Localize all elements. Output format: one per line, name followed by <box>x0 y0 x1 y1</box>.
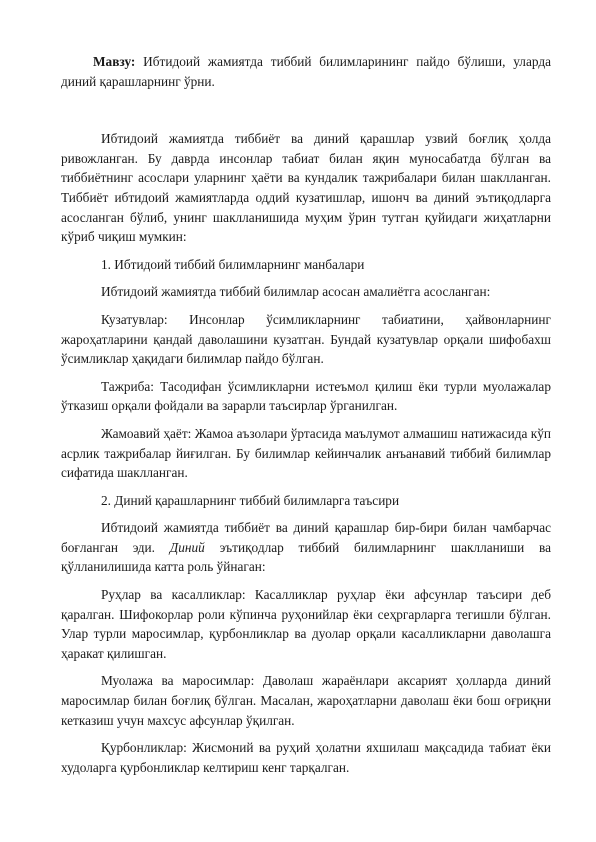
section-1-item-experience: Тажриба: Тасодифан ўсимликларни истеъмол қилиш ёки турли муолажалар ўтказиш орқали фойдали ва зарарли таъсирлар ўрганилган. <box>61 378 551 414</box>
section-2-lead-part1: Ибтидоий жамиятда тиббиёт ва диний қарашлар бир-бири билан чамбарчас боғланган эди. <box>61 520 551 555</box>
section-2-item-sacrifices: Қурбонликлар: Жисмоний ва руҳий ҳолатни яхшилаш мақсадида табиат ёки худоларга қурбонликлар келтириш кенг тарқалган. <box>61 740 551 775</box>
section-1-item-observations: Кузатувлар: Инсонлар ўсимликларнинг табиатини, ҳайвонларнинг жароҳатларини қандай даволашини кузатган. Бундай кузатувлар орқали шифобахш ўсимликлар ҳақидаги билимлар пайдо бўлган. <box>61 311 551 367</box>
section-1-heading: 1. Ибтидоий тиббий билимларнинг манбалари <box>101 256 365 272</box>
section-2-item-rituals: Муолажа ва маросимлар: Даволаш жараёнлари аксарият ҳолларда диний маросимлар билан боғлиқ бўлган. Масалан, жароҳатларни даволаш ёки бош оғриқни кетказиш учун махсус афсунлар ўқилган. <box>61 673 551 728</box>
topic-label: Мавзу: <box>93 54 136 69</box>
section-2-item-spirits: Руҳлар ва касалликлар: Касалликлар руҳлар ёки афсунлар таъсири деб қаралган. Шифокорлар роли кўпинча руҳонийлар ёки сеҳргарларга тегишли бўлган. Улар турли маросимлар, қурбонликлар ва дуолар орқали касалликларни даволашга ҳаракат қилишган. <box>61 587 551 661</box>
section-2-lead-italic: Диний <box>169 539 205 555</box>
document-page <box>61 52 551 785</box>
topic-text: Ибтидоий жамиятда тиббий билимларининг пайдо бўлиши, уларда диний қарашларнинг ўрни. <box>61 54 551 89</box>
topic-line <box>61 52 551 91</box>
section-1-lead: Ибтидоий жамиятда тиббий билимлар асосан амалиётга асосланган: <box>101 284 491 300</box>
intro-paragraph: Ибтидоий жамиятда тиббиёт ва диний қарашлар узвий боғлиқ ҳолда ривожланган. Бу даврда инсонлар табиат билан яқин муносабатда бўлган ва тиббиётнинг асослари уларнинг ҳаёти ва кундалик тажрибалари билан шаклланган. Тиббиёт ибтидоий жамиятларда оддий кузатишлар, ишонч ва диний эътиқодларга асосланган бўлиб, унинг шаклланишида муҳим ўрин тутган қуйидаги жиҳатларни кўриб чиқиш мумкин: <box>61 131 551 245</box>
section-1-item-community: Жамоавий ҳаёт: Жамоа аъзолари ўртасида маълумот алмашиш натижасида кўп асрлик тажрибалар йиғилган. Бу билимлар кейинчалик анъанавий тиббий билимлар сифатида шаклланган. <box>61 425 551 481</box>
section-2-lead <box>61 518 551 577</box>
section-2-lead-part2: эътиқодлар тиббий билимларнинг шаклланиши ва қўлланилишида катта роль ўйнаган: <box>61 539 551 575</box>
section-2-heading: 2. Диний қарашларнинг тиббий билимларга таъсири <box>101 492 400 508</box>
